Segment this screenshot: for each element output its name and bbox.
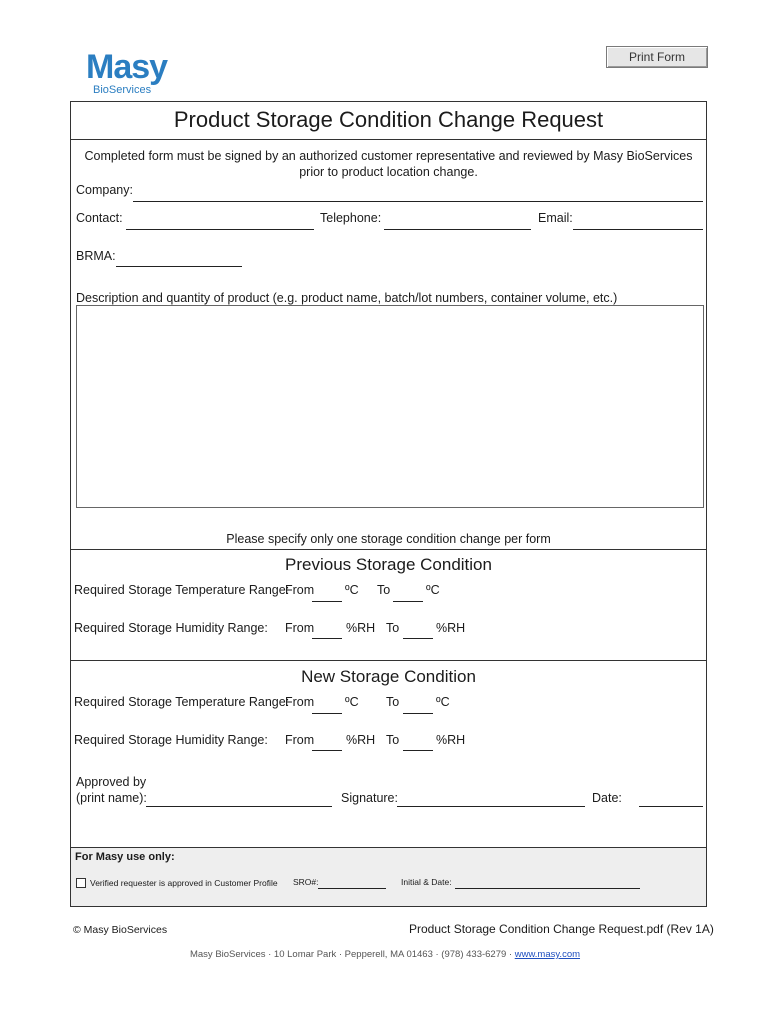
description-textarea[interactable] [76,305,704,508]
new-humidity-to-unit: %RH [436,733,466,747]
date-label: Date: [592,791,622,805]
previous-temp-from-field[interactable] [312,601,342,602]
telephone-field[interactable] [384,229,531,230]
company-field[interactable] [133,201,703,202]
date-field[interactable] [639,806,703,807]
email-field[interactable] [573,229,703,230]
signature-field[interactable] [397,806,585,807]
section-divider [70,660,707,661]
new-temp-label: Required Storage Temperature Range: [74,695,290,709]
new-section-title: New Storage Condition [301,667,476,686]
brma-label: BRMA: [76,249,116,263]
page-title: Product Storage Condition Change Request [70,101,707,140]
previous-temp-from-unit: ºC [345,583,359,597]
previous-temp-from-label: From [285,583,315,597]
footer-address [0,949,770,960]
new-temp-from-unit: ºC [345,695,359,709]
previous-humidity-to-field[interactable] [403,638,433,639]
previous-temp-to-field[interactable] [393,601,423,602]
contact-label: Contact: [76,211,123,225]
logo-name: Masy [86,48,168,86]
sro-field[interactable] [318,888,386,889]
previous-temp-to-unit: ºC [426,583,440,597]
new-temp-to-field[interactable] [403,713,433,714]
print-form-button[interactable]: Print Form [606,46,708,68]
logo-subtitle: BioServices [93,84,152,96]
section-divider [70,549,707,550]
footer-website-link[interactable]: www.masy.com [514,949,581,960]
new-temp-from-field[interactable] [312,713,342,714]
email-label: Email: [538,211,573,225]
new-temp-from-label: From [285,695,315,709]
print-name-field[interactable] [146,806,332,807]
verified-requester-checkbox[interactable] [76,878,86,888]
footer-address-text: Masy BioServices · 10 Lomar Park · Pepperell, MA 01463 · (978) 433-6279 · [189,949,515,960]
initial-date-field[interactable] [455,888,640,889]
masy-use-heading: For Masy use only: [75,851,175,863]
previous-humidity-from-label: From [285,621,315,635]
previous-humidity-to-unit: %RH [436,621,466,635]
new-temp-to-label: To [386,695,400,709]
verified-requester-label: Verified requester is approved in Customer Profile [90,878,278,888]
new-humidity-to-label: To [386,733,400,747]
initial-date-label: Initial & Date: [401,877,452,887]
previous-humidity-from-unit: %RH [346,621,376,635]
new-humidity-from-unit: %RH [346,733,376,747]
footer-doc-name: Product Storage Condition Change Request.pdf (Rev 1A) [409,922,714,936]
previous-humidity-to-label: To [386,621,400,635]
previous-section-title: Previous Storage Condition [285,555,492,574]
new-temp-to-unit: ºC [436,695,450,709]
new-humidity-label: Required Storage Humidity Range: [74,733,268,747]
print-name-label: (print name): [76,791,147,805]
previous-temp-to-label: To [377,583,391,597]
contact-field[interactable] [126,229,314,230]
brma-field[interactable] [116,266,242,267]
previous-temp-label: Required Storage Temperature Range: [74,583,290,597]
intro-line-2: prior to product location change. [299,165,478,179]
previous-humidity-label: Required Storage Humidity Range: [74,621,268,635]
one-change-note: Please specify only one storage condition change per form [226,532,551,546]
company-label: Company: [76,183,133,197]
sro-label: SRO#: [293,877,319,887]
new-humidity-from-field[interactable] [312,750,342,751]
new-humidity-from-label: From [285,733,315,747]
previous-humidity-from-field[interactable] [312,638,342,639]
approved-by-label: Approved by [76,775,147,789]
new-humidity-to-field[interactable] [403,750,433,751]
footer-copyright: © Masy BioServices [73,924,168,936]
description-label: Description and quantity of product (e.g. product name, batch/lot numbers, container volume, etc.) [76,291,618,305]
intro-line-1: Completed form must be signed by an authorized customer representative and reviewed by Masy BioServices [84,149,693,163]
telephone-label: Telephone: [320,211,382,225]
signature-label: Signature: [341,791,398,805]
